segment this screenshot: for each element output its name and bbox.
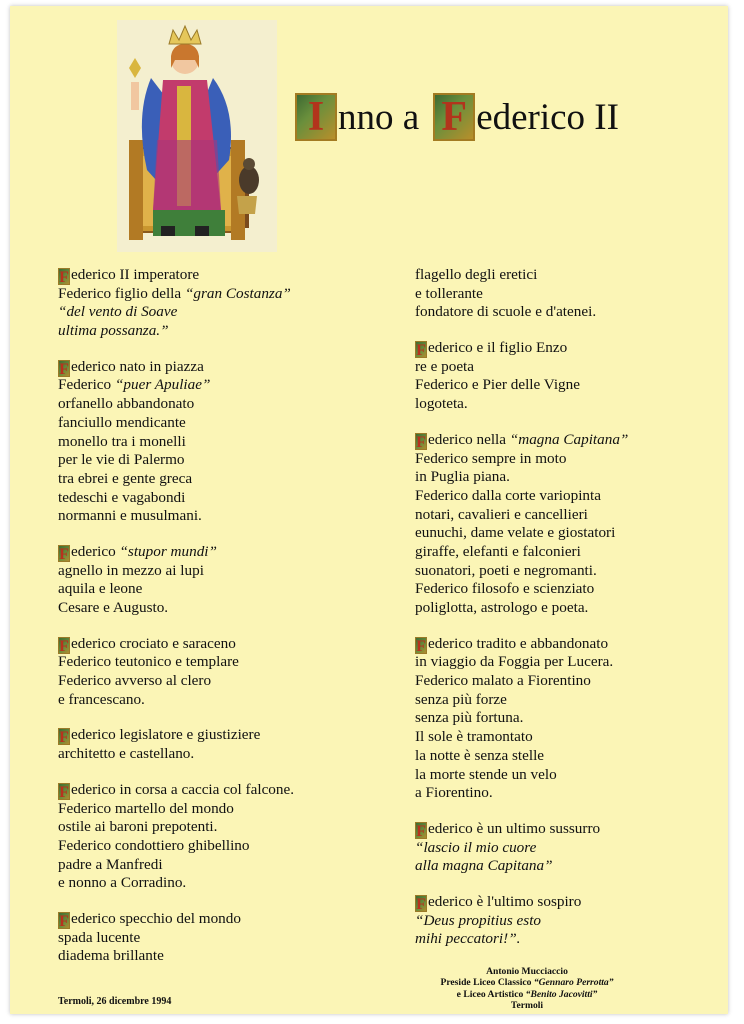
verse-text: Federico figlio della <box>58 284 185 302</box>
illuminated-initial: F <box>59 360 69 378</box>
verse-line: “del vento di Soave <box>58 303 178 321</box>
verse-line: e francescano. <box>58 690 145 708</box>
verse-line <box>415 635 735 654</box>
author-role-1: Preside Liceo Classico “Gennaro Perrotta” <box>440 977 614 989</box>
verse-line: ultima possanza.” <box>58 322 169 340</box>
stanza <box>58 726 378 763</box>
verse-text: ederico in corsa a caccia col falcone. <box>71 780 295 798</box>
verse-line: e nonno a Corradino. <box>58 874 187 892</box>
verse-line: notari, cavalieri e cancellieri <box>415 505 588 523</box>
verse-line <box>58 358 378 377</box>
verse-line: in viaggio da Foggia per Lucera. <box>415 653 614 671</box>
verse-line: la notte è senza stelle <box>415 746 545 764</box>
verse-line: padre a Manfredi <box>58 855 163 873</box>
verse-line <box>58 726 378 745</box>
verse-line: fondatore di scuole e d'atenei. <box>415 303 597 321</box>
author-name: Antonio Mucciaccio <box>486 966 568 977</box>
verse-text: ederico è l'ultimo sospiro <box>428 892 582 910</box>
verse-line: alla magna Capitana” <box>415 857 553 875</box>
illuminated-initial: F <box>416 895 426 913</box>
illuminated-initial: F <box>416 342 426 360</box>
verse-line: poliglotta, astrologo e poeta. <box>415 599 589 616</box>
verse-line: in Puglia piana. <box>415 468 510 486</box>
verse-line <box>415 820 735 839</box>
verse-line: re e poeta <box>415 357 475 375</box>
title-part-2: ederico II <box>476 96 619 138</box>
verse-text: ederico <box>71 542 120 560</box>
verse-text: Federico <box>58 376 115 394</box>
verse-text: ederico II imperatore <box>71 266 200 283</box>
verse-line: giraffe, elefanti e falconieri <box>415 542 581 560</box>
stanza <box>58 266 378 341</box>
verse-line: spada lucente <box>58 928 141 946</box>
verse-line: senza più fortuna. <box>415 709 524 727</box>
verse-line: ostile ai baroni prepotenti. <box>58 818 218 836</box>
illuminated-initial: F <box>416 433 426 451</box>
verse-line: diadema brillante <box>58 947 164 965</box>
verse-line <box>58 266 378 285</box>
verse-line: Federico teutonico e templare <box>58 653 239 671</box>
stanza <box>58 543 378 618</box>
verse-line: Federico sempre in moto <box>415 449 567 467</box>
verse-line <box>415 431 735 450</box>
stanza <box>58 635 378 710</box>
verse-line <box>415 339 735 358</box>
illuminated-initial: F <box>416 822 426 840</box>
stanza <box>415 635 735 803</box>
verse-line: e tollerante <box>415 284 483 302</box>
stanza <box>415 893 735 949</box>
verse-line: la morte stende un velo <box>415 765 557 783</box>
verse-text-italic: “stupor mundi” <box>119 542 217 560</box>
verse-line <box>415 893 735 912</box>
verse-line <box>58 376 378 395</box>
verse-line: eunuchi, dame velate e giostatori <box>415 524 616 542</box>
verse-line: a Fiorentino. <box>415 784 493 802</box>
verse-line: orfanello abbandonato <box>58 395 195 413</box>
verse-line: Federico filosofo e scienziato <box>415 580 595 598</box>
verse-line: aquila e leone <box>58 580 143 598</box>
verse-text-italic: “puer Apuliae” <box>114 376 211 394</box>
verse-line <box>58 910 378 929</box>
illuminated-initial: F <box>59 637 69 655</box>
title-initial-i: I <box>295 93 337 141</box>
verse-line: suonatori, poeti e negromanti. <box>415 561 597 579</box>
illuminated-initial: F <box>59 545 69 563</box>
verse-line: “lascio il mio cuore <box>415 838 537 856</box>
author-signature <box>422 966 632 1012</box>
title-part-1: nno a <box>338 96 420 138</box>
verse-line: architetto e castellano. <box>58 745 195 763</box>
verse-text: ederico è un ultimo sussurro <box>428 819 601 837</box>
illuminated-initial: F <box>59 783 69 801</box>
verse-line: “Deus propitius esto <box>415 911 542 929</box>
verse-line: per le vie di Palermo <box>58 451 185 469</box>
author-city: Termoli <box>510 1000 544 1012</box>
verse-text-italic: “magna Capitana” <box>509 430 629 448</box>
stanza <box>58 910 378 966</box>
verse-line: Federico condottiero ghibellino <box>58 836 250 854</box>
stanza <box>415 339 735 414</box>
verse-line: fanciullo mendicante <box>58 413 186 431</box>
verse-text: ederico crociato e saraceno <box>71 634 236 652</box>
emperor-portrait-icon <box>117 20 277 252</box>
verse-line: logoteta. <box>415 395 468 413</box>
verse-line: monello tra i monelli <box>58 432 186 450</box>
stanza <box>58 358 378 526</box>
verse-line <box>58 781 378 800</box>
verse-line <box>58 285 378 304</box>
poem-title <box>295 92 695 142</box>
place-date: Termoli, 26 dicembre 1994 <box>58 996 172 1007</box>
verse-line: flagello degli eretici <box>415 266 538 283</box>
verse-line: tedeschi e vagabondi <box>58 488 186 506</box>
verse-text: ederico tradito e abbandonato <box>428 634 609 652</box>
verse-line: Il sole è tramontato <box>415 728 533 746</box>
stanza <box>58 781 378 893</box>
stanza <box>415 820 735 876</box>
verse-line: agnello in mezzo ai lupi <box>58 561 204 579</box>
illuminated-initial: F <box>59 729 69 747</box>
verse-line: Federico avverso al clero <box>58 672 212 690</box>
verse-line: Federico dalla corte variopinta <box>415 486 601 504</box>
verse-line <box>58 635 378 654</box>
verse-line: Cesare e Augusto. <box>58 599 169 616</box>
stanza <box>415 431 735 618</box>
poem-right-column <box>415 266 735 966</box>
verse-text-italic: “gran Costanza” <box>184 284 291 302</box>
verse-text: ederico legislatore e giustiziere <box>71 726 261 744</box>
illuminated-initial: F <box>59 269 69 286</box>
verse-text: ederico e il figlio Enzo <box>428 339 568 357</box>
verse-line: Federico malato a Fiorentino <box>415 672 591 690</box>
verse-line: Federico e Pier delle Vigne <box>415 376 580 394</box>
verse-text: ederico nato in piazza <box>71 357 204 375</box>
verse-text: ederico specchio del mondo <box>71 909 241 927</box>
stanza <box>415 266 735 322</box>
verse-line: Federico martello del mondo <box>58 799 234 817</box>
title-initial-f: F <box>433 93 475 141</box>
frederick-ii-portrait-image <box>117 20 277 252</box>
verse-line: senza più forze <box>415 690 507 708</box>
verse-text: ederico nella <box>428 430 510 448</box>
verse-line: normanni e musulmani. <box>58 507 202 525</box>
verse-line <box>58 543 378 562</box>
verse-line: tra ebrei e gente greca <box>58 469 193 487</box>
verse-line: mihi peccatori!”. <box>415 930 521 948</box>
illuminated-initial: F <box>416 637 426 655</box>
author-role-2: e Liceo Artistico “Benito Jacovitti” <box>456 988 598 1000</box>
poem-sheet <box>10 6 728 1014</box>
poem-left-column <box>58 266 378 983</box>
illuminated-initial: F <box>59 912 69 930</box>
